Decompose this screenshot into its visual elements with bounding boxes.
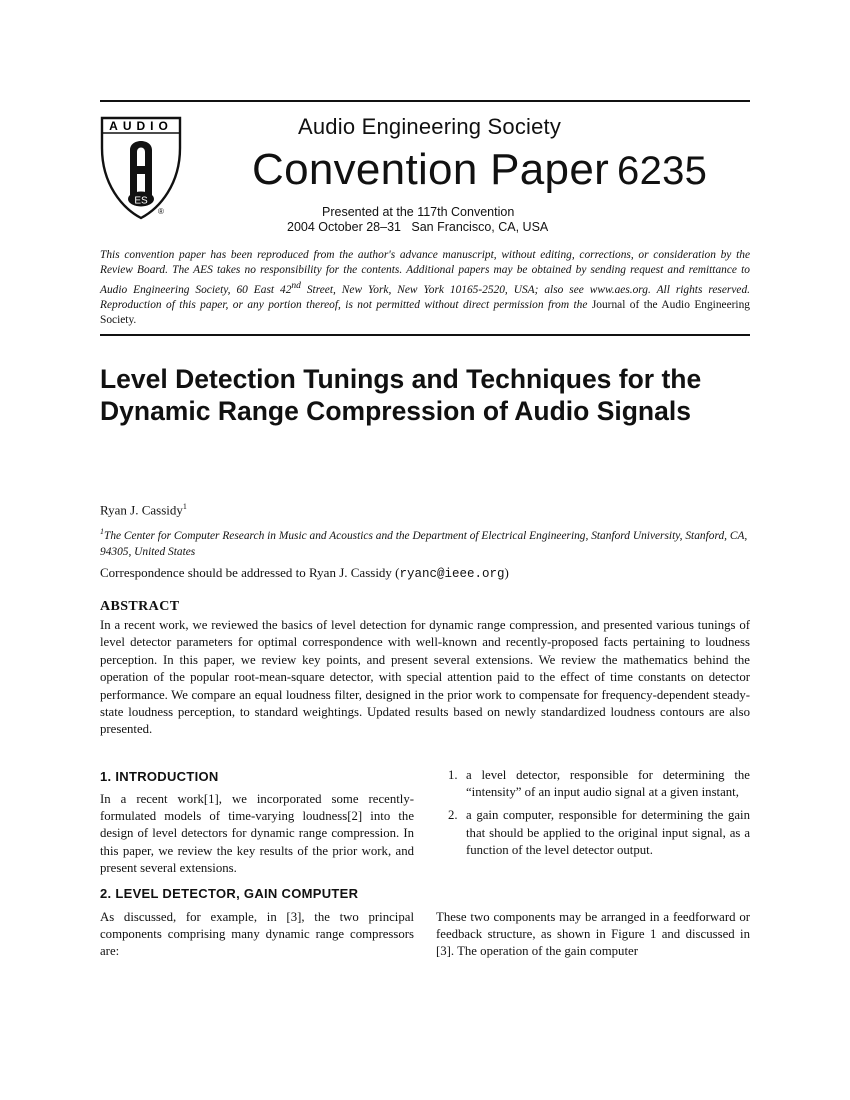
disclaimer-journal: Journal of the Audio Engineering Society. [100,298,750,326]
aes-logo [100,116,182,220]
disclaimer [100,248,750,328]
author-name: Ryan J. Cassidy [100,502,183,518]
author-mark: 1 [182,502,187,511]
list-item [436,807,750,859]
list-item [436,767,750,801]
abstract-heading: ABSTRACT [100,599,180,614]
correspondence-line [100,565,509,581]
convention-paper-heading [252,145,707,195]
abstract-text: In a recent work, we reviewed the basics of level detection for dynamic range compression, and presented various tunings of level detector parameters for optimal correspondence with well-known and recently-proposed facts pertaining to loudness perception. In this paper, we review key points, and present several extensions. We review the mathematics behind the operation of the popular root-mean-square detector, with special attention paid to the effect of time constants on detector performance. We compare an equal loudness filter, designed in the prior work to compensate for frequency-dependent steady-state loudness perception, to standard weightings. Updated results based on newly standardized loudness contours are also presented. [100,618,750,737]
date-location-line: 2004 October 28–31 San Francisco, CA, USA [287,220,549,234]
list-item-number: 2. [448,808,458,823]
paper-title: Level Detection Tunings and Techniques for the Dynamic Range Compression of Audio Signals [100,364,702,426]
section-introduction-heading: 1. INTRODUCTION [100,769,219,784]
header-top-rule [100,100,750,102]
affiliation-mark: 1 [100,527,104,536]
disclaimer-sup: nd [291,280,301,291]
disclaimer-part2: Street, New York, New York 10165-2520, USA; also see www.aes.org. All rights reserved. Reproduction of this paper, or any portion thereof, is not permitted without direct permission from the [100,283,750,311]
affiliation [100,524,750,560]
correspondence-prefix: Correspondence should be addressed to Ryan J. Cassidy ( [100,565,400,580]
header-bottom-rule [100,334,750,336]
paper-number: 6235 [617,149,708,193]
society-name: Audio Engineering Society [298,114,562,139]
correspondence-suffix: ) [504,565,509,580]
logo-audio-text: AUDIO [109,119,173,133]
correspondence-email[interactable]: ryanc@ieee.org [399,567,505,581]
section-introduction-text: In a recent work[1], we incorporated some recently-formulated models of time-varying loudness[2] into the design of level detectors for dynamic range compression. In this paper, we review the key results of the prior work, and present several extensions. [100,792,414,875]
affiliation-text: The Center for Computer Research in Music and Acoustics and the Department of Electrical Engineering, Stanford University, Stanford, CA, 94305, United States [100,529,748,558]
list-item-number: 1. [448,768,458,782]
list-item-text: a gain computer, responsible for determining the gain that should be applied to the original input signal, as a function of the level detector output. [466,808,750,857]
list-item-text: a level detector, responsible for determining the “intensity” of an input audio signal at a given instant, [466,768,750,800]
section-level-detector-text: As discussed, for example, in [3], the two principal components comprising many dynamic range compressors are: [100,910,414,959]
logo-es-text: ES [134,195,148,207]
registered-mark: ® [158,207,164,216]
convention-paper-label: Convention Paper [252,145,610,194]
components-list [436,767,750,865]
section-level-detector-continued-text: These two components may be arranged in a feedforward or feedback structure, as shown in Figure 1 and discussed in [3]. The operation of the gain computer [436,910,750,959]
author-line [100,502,187,518]
disclaimer-part1: This convention paper has been reproduced from the author's advance manuscript, without editing, corrections, or consideration by the Review Board. The AES takes no responsibility for the contents. Additional papers may be obtained by sending request and remittance to Audio Engineering Society, 60 East 42 [100,249,750,296]
section-level-detector-heading: 2. LEVEL DETECTOR, GAIN COMPUTER [100,886,359,901]
presented-line: Presented at the 117th Convention [322,205,515,219]
